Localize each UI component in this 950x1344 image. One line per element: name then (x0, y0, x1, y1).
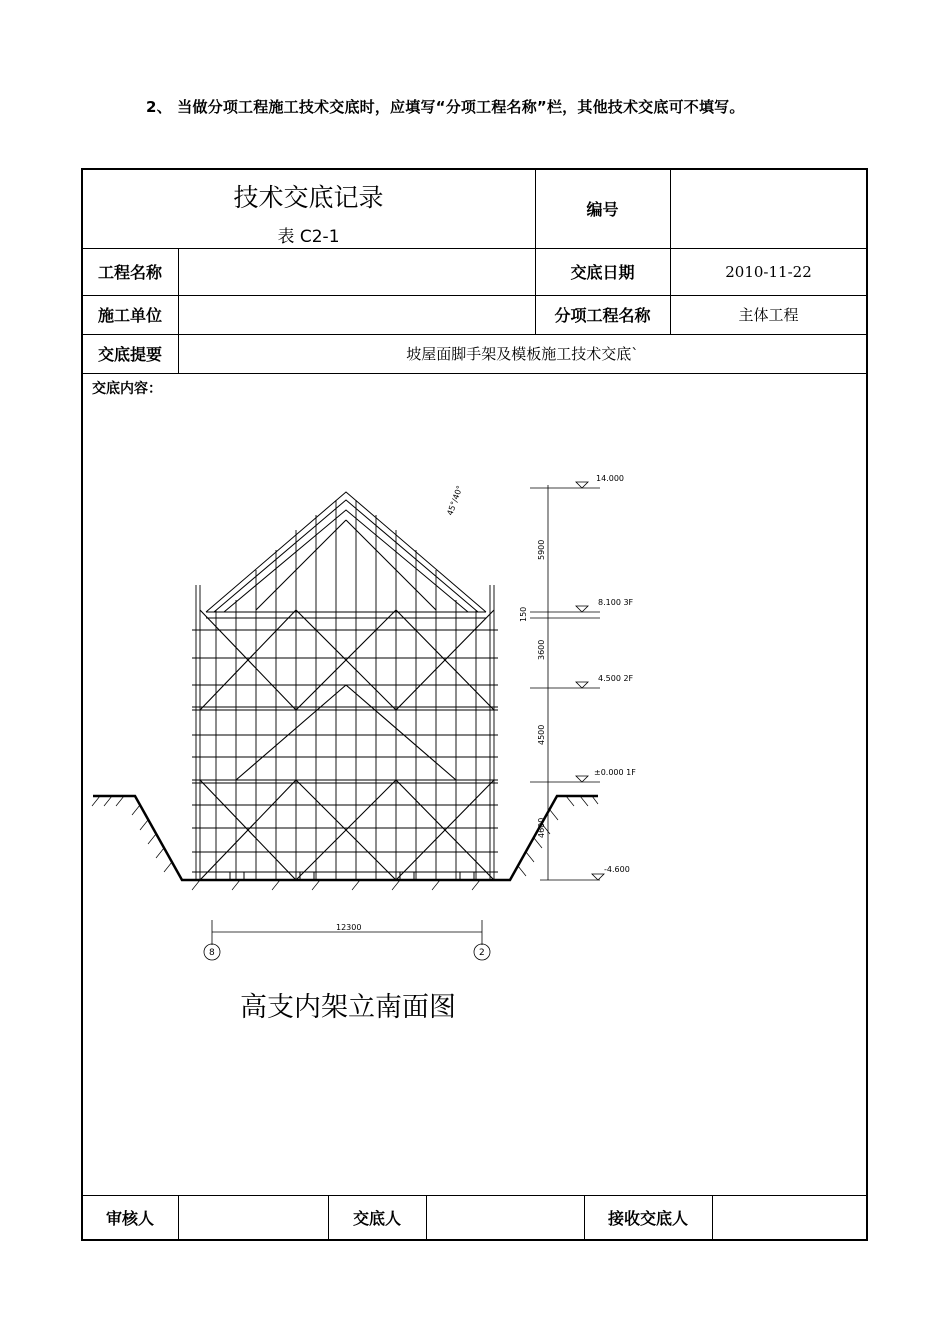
receiver-label: 接收交底人 (607, 1209, 688, 1228)
elevation-label: 4.500 2F (598, 674, 634, 683)
sub-project-label: 分项工程名称 (554, 306, 651, 325)
summary-label: 交底提要 (97, 345, 162, 364)
date-field[interactable]: 2010-11-22 (725, 262, 812, 281)
elevation-label: ±0.000 1F (594, 768, 636, 777)
axis-label-right: 2 (479, 948, 485, 958)
dimension-label: 5900 (537, 539, 546, 560)
content-label: 交底内容： (92, 381, 162, 397)
presenter-field[interactable] (426, 1195, 584, 1240)
form-title: 技术交底记录 (233, 183, 384, 212)
presenter-label: 交底人 (352, 1209, 401, 1228)
number-label: 编号 (586, 200, 619, 219)
reviewer-label: 审核人 (105, 1209, 154, 1228)
instruction-note: 2、 当做分项工程施工技术交底时，应填写“分项工程名称”栏，其他技术交底可不填写。 (146, 98, 745, 116)
span-dimension-label: 12300 (336, 923, 362, 932)
dimension-label: 150 (519, 606, 528, 622)
construction-unit-label: 施工单位 (97, 306, 162, 325)
roof-angle-label: 45°/40° (445, 484, 465, 517)
form-number: 表 C2-1 (277, 226, 340, 247)
dimension-label: 3600 (537, 639, 546, 660)
project-name-label: 工程名称 (97, 263, 162, 282)
summary-field[interactable]: 坡屋面脚手架及模板施工技术交底` (406, 345, 639, 363)
dimension-label: 4600 (537, 817, 546, 838)
dimension-label: 4500 (537, 724, 546, 745)
receiver-field[interactable] (712, 1195, 867, 1240)
axis-label-left: 8 (209, 948, 215, 958)
elevation-label: -4.600 (604, 865, 630, 874)
reviewer-field[interactable] (178, 1195, 328, 1240)
sub-project-field[interactable]: 主体工程 (738, 306, 799, 324)
drawing-caption: 高支内架立南面图 (240, 992, 456, 1023)
elevation-label: 8.100 3F (598, 598, 634, 607)
date-label: 交底日期 (570, 263, 635, 282)
elevation-label: 14.000 (596, 474, 624, 483)
